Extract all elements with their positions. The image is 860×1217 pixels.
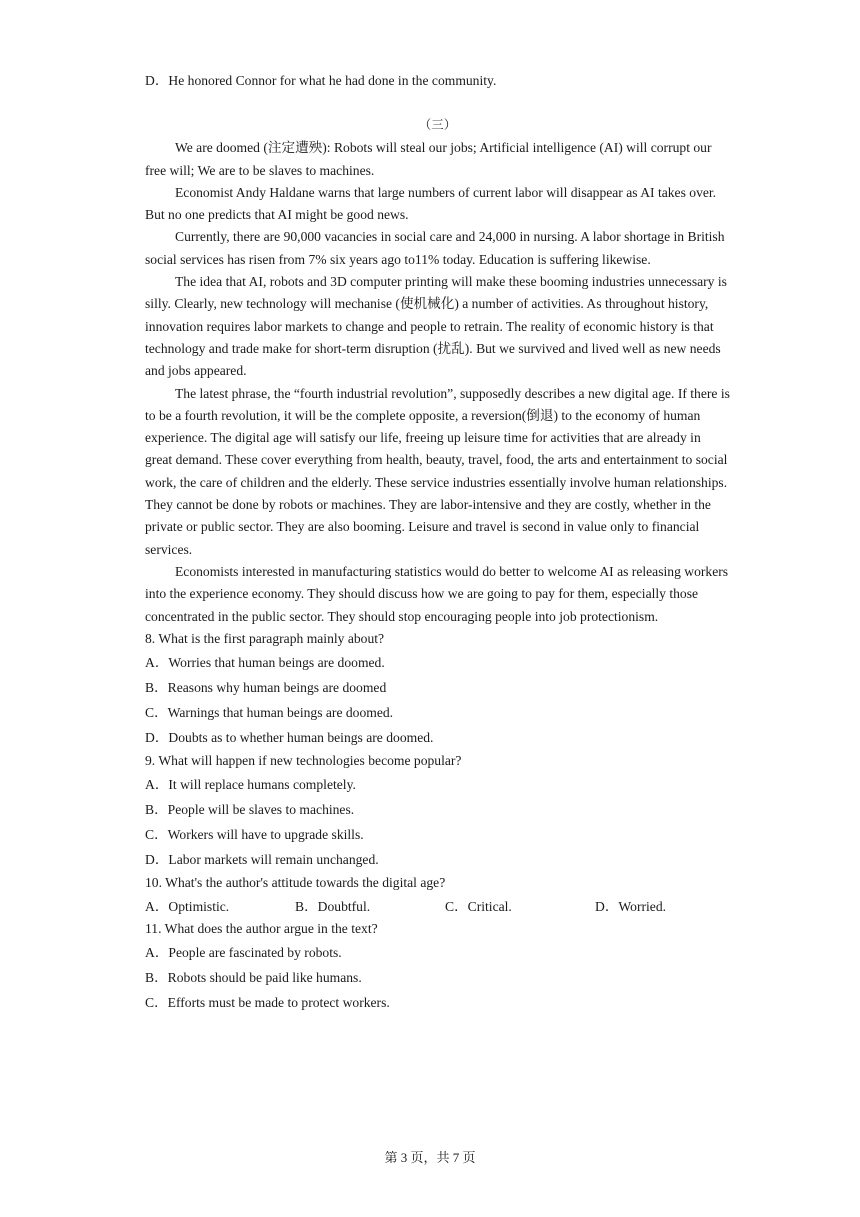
option-b: B．Doubtful. <box>295 898 371 914</box>
passage-paragraph-1: We are doomed (注定遭殃): Robots will steal our jobs; Artificial intelligence (AI) will corrupt our free will; We are to be slaves to machines. <box>145 140 712 178</box>
previous-question-option-d: D．He honored Connor for what he had done in the community. <box>145 73 497 88</box>
page-footer: 第 3 页，共 7 页 <box>384 1150 476 1165</box>
question-9 <box>145 750 730 872</box>
option-a: A．People are fascinated by robots. <box>145 945 342 961</box>
option-b: B．People will be slaves to machines. <box>145 802 355 818</box>
passage-paragraph-5: The latest phrase, the “fourth industrial revolution”, supposedly describes a new digital age. If there is to be a fourth revolution, it will be the complete opposite, a reversion(倒退) to the economy of human experience. The digital age will satisfy our life, freeing up leisure time for activities that are already in great demand. These cover everything from health, beauty, travel, food, the arts and entertainment to social work, the care of children and the elderly. These service industries essentially involve human relationships. They cannot be done by robots or machines. They are labor-intensive and they are costly, whether in the private or public sector. They are also booming. Leisure and travel is second in value only to financial services. <box>145 385 730 557</box>
option-b: B．Robots should be paid like humans. <box>145 970 362 986</box>
option-d: D．Doubts as to whether human beings are doomed. <box>145 730 434 746</box>
passage-paragraph-2: Economist Andy Haldane warns that large numbers of current labor will disappear as AI takes over. But no one predicts that AI might be good news. <box>145 184 717 223</box>
options-row <box>145 895 730 918</box>
question-stem: 11. What does the author argue in the text? <box>145 920 378 936</box>
question-stem: 10. What's the author's attitude towards the digital age? <box>145 875 446 891</box>
question-8 <box>145 628 730 750</box>
option-c: C．Workers will have to upgrade skills. <box>145 827 364 843</box>
option-b: B．Reasons why human beings are doomed <box>145 680 387 696</box>
option-a: A．Worries that human beings are doomed. <box>145 655 385 671</box>
option-c: C．Efforts must be made to protect workers. <box>145 995 390 1011</box>
document-page <box>145 70 730 1015</box>
option-d: D．Worried. <box>595 898 667 914</box>
option-a: A．Optimistic. <box>145 898 230 914</box>
question-10 <box>145 872 730 917</box>
passage-paragraph-6: Economists interested in manufacturing statistics would do better to welcome AI as releasing workers into the experience economy. They should discuss how we are going to pay for them, especially those concentrated in the public sector. They should stop encouraging people into job protectionism. <box>145 563 729 624</box>
option-c: C．Warnings that human beings are doomed. <box>145 705 394 721</box>
passage-paragraph-4: The idea that AI, robots and 3D computer printing will make these booming industries unnecessary is silly. Clearly, new technology will mechanise (使机械化) a number of activities. As throughout history, innovation requires labor markets to change and people to retrain. The reality of economic history is that technology and trade make for short-term disruption (扰乱). But we survived and lived well as new needs and jobs appeared. <box>145 274 727 379</box>
option-d: D．Labor markets will remain unchanged. <box>145 852 379 868</box>
option-a: A．It will replace humans completely. <box>145 777 356 793</box>
question-11 <box>145 918 730 1015</box>
question-stem: 9. What will happen if new technologies become popular? <box>145 753 462 769</box>
section-title: （三） <box>418 118 457 133</box>
question-stem: 8. What is the first paragraph mainly about? <box>145 630 385 646</box>
passage-paragraph-3: Currently, there are 90,000 vacancies in social care and 24,000 in nursing. A labor shortage in British social services has risen from 7% six years ago to11% today. Education is suffering likewise. <box>145 229 725 267</box>
option-c: C．Critical. <box>445 898 512 914</box>
reading-passage <box>145 137 730 628</box>
